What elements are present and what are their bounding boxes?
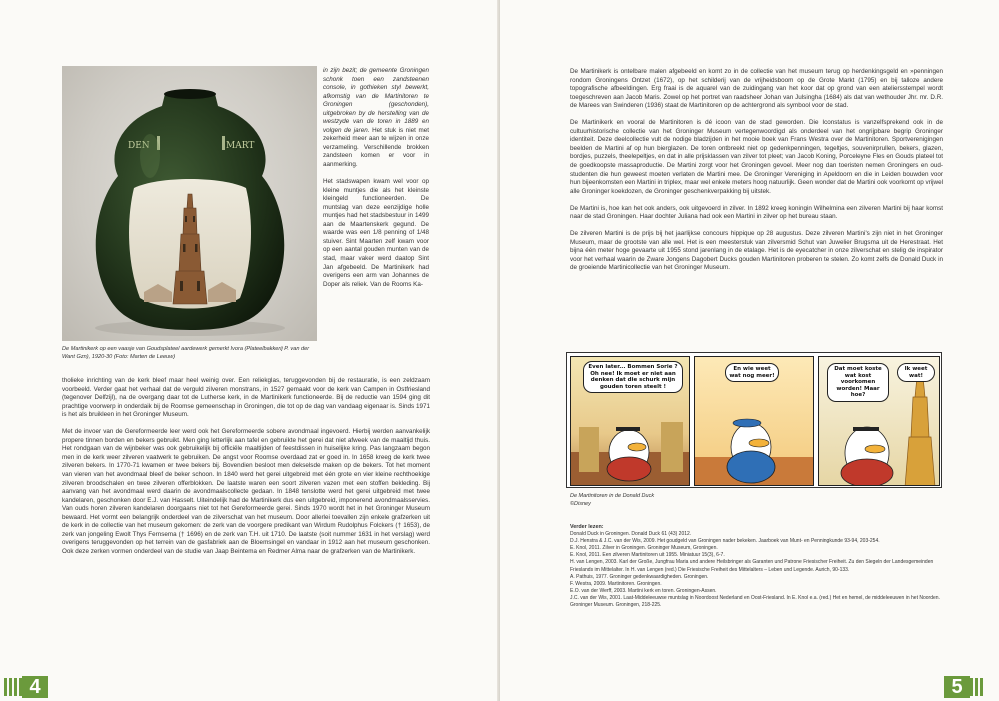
reading-item: E.O. van der Werff, 2003. Martini kerk en toren. Groningen-Assen. [570, 587, 717, 594]
page-number: 5 [944, 676, 970, 698]
comic-panel-1 [570, 356, 690, 486]
reading-item: J.C. van der Wis, 2001. Laat-Middeleeuwse muntslag in Noordoost Nederland en Oost-Friesland. In E. Knol e.a. (red.) Het en hemel, de middeleeuwen in het Noorden. Groninger Museum. Groningen, 218-225. [570, 594, 940, 609]
right-para-1: De Martinikerk is ontelbare malen afgebeeld en komt zo in de collectie van het museum terug op herdenkingsgeld en »penningen rondom Groningens Ontzet (1672), op het schilderij van de vrijheidsboom op de Grote Markt (1795) en bij talloze andere topografische afbeeldingen. Erg fraai is de aquarel van de zuidingang van het koor dat op grond van een ateliersstempel wordt toegeschreven aan Jacob Maris. Zowel op het portret van raadsheer Johan van Julsingha (1684) als dat van wethouder Jhr. mr. D.R. de Marees van Swinderen (1936) staat de Martinitoren op de achtergrond als symbool voor de stad. [570, 68, 943, 110]
folio-bars-icon [4, 678, 22, 696]
col-text-a: Het stuk is niet met zekerheid meer aan te wijzen in onze verzameling. Verschillende brokken zandsteen komen er voor in aanmerking. [323, 126, 430, 169]
further-reading-heading: Verder lezen: [570, 524, 604, 530]
folio-bars-icon [970, 678, 983, 696]
comic-bubble-1: Even later... Bommen Sorie ? Oh nee! Ik moet er niet aan denken dat die schurk mijn gouden toren steelt ! [583, 361, 683, 393]
further-reading [570, 524, 950, 609]
folio-left [4, 676, 48, 698]
col-text-b: Het stadswapen kwam wel voor op kleine muntjes die als het kleinste kleingeld functioneerden. De muntslag van deze eenzijdige holle muntjes had het stadsbestuur in 1499 aan de Maartenskerk gegund. De waarde was een 1/8 penning of 1/48 stuiver. Sint Maarten zelf kwam voor op een aantal gouden munten van de stad, maar vaker werd daatop Sint Jan afgebeeld. De Martinikerk had overigens een arm van Johannes de Doper als reliek. Van de Rooms Ka- [323, 178, 429, 288]
comic-panel-3 [818, 356, 940, 486]
page-number: 4 [22, 676, 48, 698]
right-para-4: De zilveren Martini is de prijs bij het jaarlijkse concours hippique op 28 augustus. Deze zilveren Martini's zijn niet in het Groninger Museum, maar de grootste van alle wel. Het is een meesterstuk van zilversmid Schut van Juwelier Brugsma uit de Herestraat. Het bijna één meter hoge gevaarte uit 1955 stond jarenlang in de etalage. Het is de eyecatcher in onze zilverschat en stelig de inspirator voor het verhaal waarin de Zware Jongens Dagobert Ducks gouden Martinitoren proberen te stelen. Zo komt zelfs de Donald Duck in de groeiende Martinicollectie van het Groninger Museum. [570, 230, 943, 272]
comic-bubble-4: Ik weet wat! [897, 363, 935, 382]
left-page [0, 0, 499, 701]
vase-illustration [62, 66, 317, 341]
comic-caption-title: De Martinitoren in de Donald Duck [570, 493, 655, 499]
vase-lettering-left: DEN [128, 141, 150, 151]
comic-bubble-2: En wie weet wat nog meer! [725, 363, 779, 382]
right-para-2: De Martinikerk en vooral de Martinitoren is dé icoon van de stad geworden. Die Iconstatus is vanzelfsprekend ook in de cultuurhistorische collectie van het Groninger Museum vertegenwoordigd als onderdeel van het ongrijpbare begrip Groninger identiteit. Deze deelcollectie vult de nodige bladzijden in het mooie boek van Frans Westra over de Martinitoren. Sportverenigingen beelden de Martini af op hun bierglazen. De toren ontbreekt niet op gedenkpenningen, tegeltjes, souvenirprullen, bekers, glazen, bordjes, puzzels, theelepeltjes, en dat in alle prijsklassen van zilver tot pleet; van Jacob Koning, Porceleyne Fles en Gouds plateel tot de goedkoopste massaproductie. De Martini zorgt voor het Groningen gevoel. Meer nog dan toeristen nemen Groningers en oud-studenten die hun geweest moeten verlaten de Martini mee. De Groninger Vereniging in Apeldoorn en die in Leiden bouwden voor hun bijeenkomsten een Martini in triplex, maar wel enkele meters hoog natuurlijk. Geen wonder dat de Martini ook voorkomt op vrijwel alle Groninger koekdozen, de Groninger geschenkverpakking bij uitstek. [570, 119, 943, 195]
reading-item: H. van Lengen, 2003. Karl der Große, Jungfrau Maria und andere Heilsbringer als Garanten und Patrone Friesischer Freiheit. Zu den Siegeln der Landesgemeinden Frieslands im Mittelalter. In H. van Lengen (red.) Die Friesische Freiheit des Mittelalters – Leben und Legende. Aurich, 90-133. [570, 559, 934, 573]
reading-item: A. Pathuis, 1977. Groninger gedenkwaardigheden. Groningen. [570, 573, 709, 580]
comic-caption-credit: ©Disney [570, 500, 591, 507]
comic-bubble-3: Dat moet koste wat kost voorkomen worden! Maar hoe? [827, 363, 889, 402]
donald-duck-comic [566, 352, 942, 488]
right-page-body [570, 68, 943, 281]
reading-item: D.J. Henstra & J.C. van der Wis, 2009. Het goudgeld van Groningen nader bekeken. Jaarboek van Munt- en Penningkunde 93-94, 203-254. [570, 538, 880, 545]
reading-item: Donald Duck in Groningen. Donald Duck 61 (43) 2012. [570, 531, 692, 538]
col-italic-text: in zijn bezit; de gemeente Groningen schonk toen een zandsteenen console, in gothieken styl bewerkt, afkomstig van de Martinitoren te Groningen (geschonden), uitgebroken by de herstelling van de westzyde van de toren in 1889 en volgen de jaren. [323, 67, 429, 134]
reading-item: E. Knol, 2011. Zilver in Groningen. Groninger Museum, Groningen. [570, 545, 718, 552]
vase-photo [62, 66, 317, 341]
photo-caption: De Martinikerk op een vaasje van Goudsplateel aardewerk gemerkt Ivora (Plateelbakkerij P. van der Want Gzn), 1920-30 (Foto: Marten de Leeuw) [62, 346, 310, 360]
reading-item: E. Knol, 2011. Een zilveren Martinitoren uit 1955. Miniatuur 15(3), 6-7. [570, 552, 725, 559]
left-para-2: Met de invoer van de Gereformeerde leer werd ook het Gereformeerde sobere avondmaal ingevoerd. Hierbij werden aanvankelijk propere tinnen borden en bekers gebruikt. Men ging letterlijk aan tafel en gebruikte het gerei dat niet afweek van de maaltijd thuis. Het rondgaan van de wijnbeker was ook gebruikelijk bij officiële maaltijden of feestdissen in huiselijke kring. Pas langzaam begon men in de kerk weer zilveren vaatwerk te gebruiken. De angst voor Roomse overdaad zat er goed in. In 1658 kreeg de kerk twee zilveren bekers. In 1770-71 kwamen er twee bekers bij. Bovendien besloot men dekselsde maken op de bekers. Tot het moment van vieren van het avondmaal bleef de beker schoon. In 1840 werd het gerei uitgebreid met één grote en vier kleine rechthoekige zilveren broodschalen en twee zilveren offerblokken. De laatste waren een soort zilveren vazen met een stoffen bekleding. Bij aanvang van het avondmaal werd daarin de avondmaalscollecte gedaan. In 1848 tenslotte werd het gerei uitgebreid met twee kandelaren, geschonken door E.J. van Hasselt. Uiteindelijk had de Martinikerk dus een uitgebreid, imponerend avondmaalsservies. Van ouds horen zilveren kandelaren doorgaans niet tot het Gereformeerde gerei. Sinds 1970 wordt het in het Groninger Museum bewaard. Het vormt een belangrijk onderdeel van de zilverschat van het museum. Door allerlei toevallen zijn enkele grafzerken uit de kerk in de collectie van het museum gekomen: de zerk van de voorgere predikant van Wirdum Rudolphus Folckers († 1653), de zerk van jongeling Ewolt Thys Fernsema († 1696) en de zerk van T.H. uit 1710. De laatste (soit nummer 1631 in het verslag) werd overigens teruggevonden op het terrein van de gasfabriek aan de Bloemsingel en vandaar in 1912 aan het museum geschonken. Ook deze zerken vormen onderdeel van de studie van Jaap Beintema en Redmer Alma naar de grafzerken van de Martinikerk. [62, 428, 430, 555]
left-column-right [323, 67, 429, 298]
comic-panel-2 [694, 356, 814, 486]
left-page-body [62, 377, 430, 565]
folio-right [944, 676, 983, 698]
reading-item: F. Westra, 2009. Martinitoren. Groningen. [570, 580, 662, 587]
vase-lettering-right: MART [226, 141, 255, 151]
comic-caption [570, 493, 654, 508]
left-para-1: tholieke inrichting van de kerk bleef maar heel weinig over. Een reliekglas, teruggevonden bij de restauratie, is een zeldzaam voorbeeld. Verder gaat het verhaal dat de verguld zilveren monstrans, in 1527 gemaakt voor de kerk van Campen in Ostfriesland (tegenover Delfzijl), na de overgang daar tot de Lutherse kerk, in de Martinikerk functioneerde. Bij de reductie van 1594 ging dit prachtige voorwerp in onderdaik bij de Roomse gemeenschap in Groningen, die tot op de dag van vandaag eigenaar is. Sinds 1971 is het als bruikleen in het Groninger Museum. [62, 377, 430, 419]
right-para-3: De Martini is, hoe kan het ook anders, ook uitgevoerd in zilver. In 1892 kreeg koningin Wilhelmina een zilveren Martini bij haar komst naar de stad Groningen. Haar dochter Juliana had ook een Martini in zilver op het bureau staan. [570, 204, 943, 221]
